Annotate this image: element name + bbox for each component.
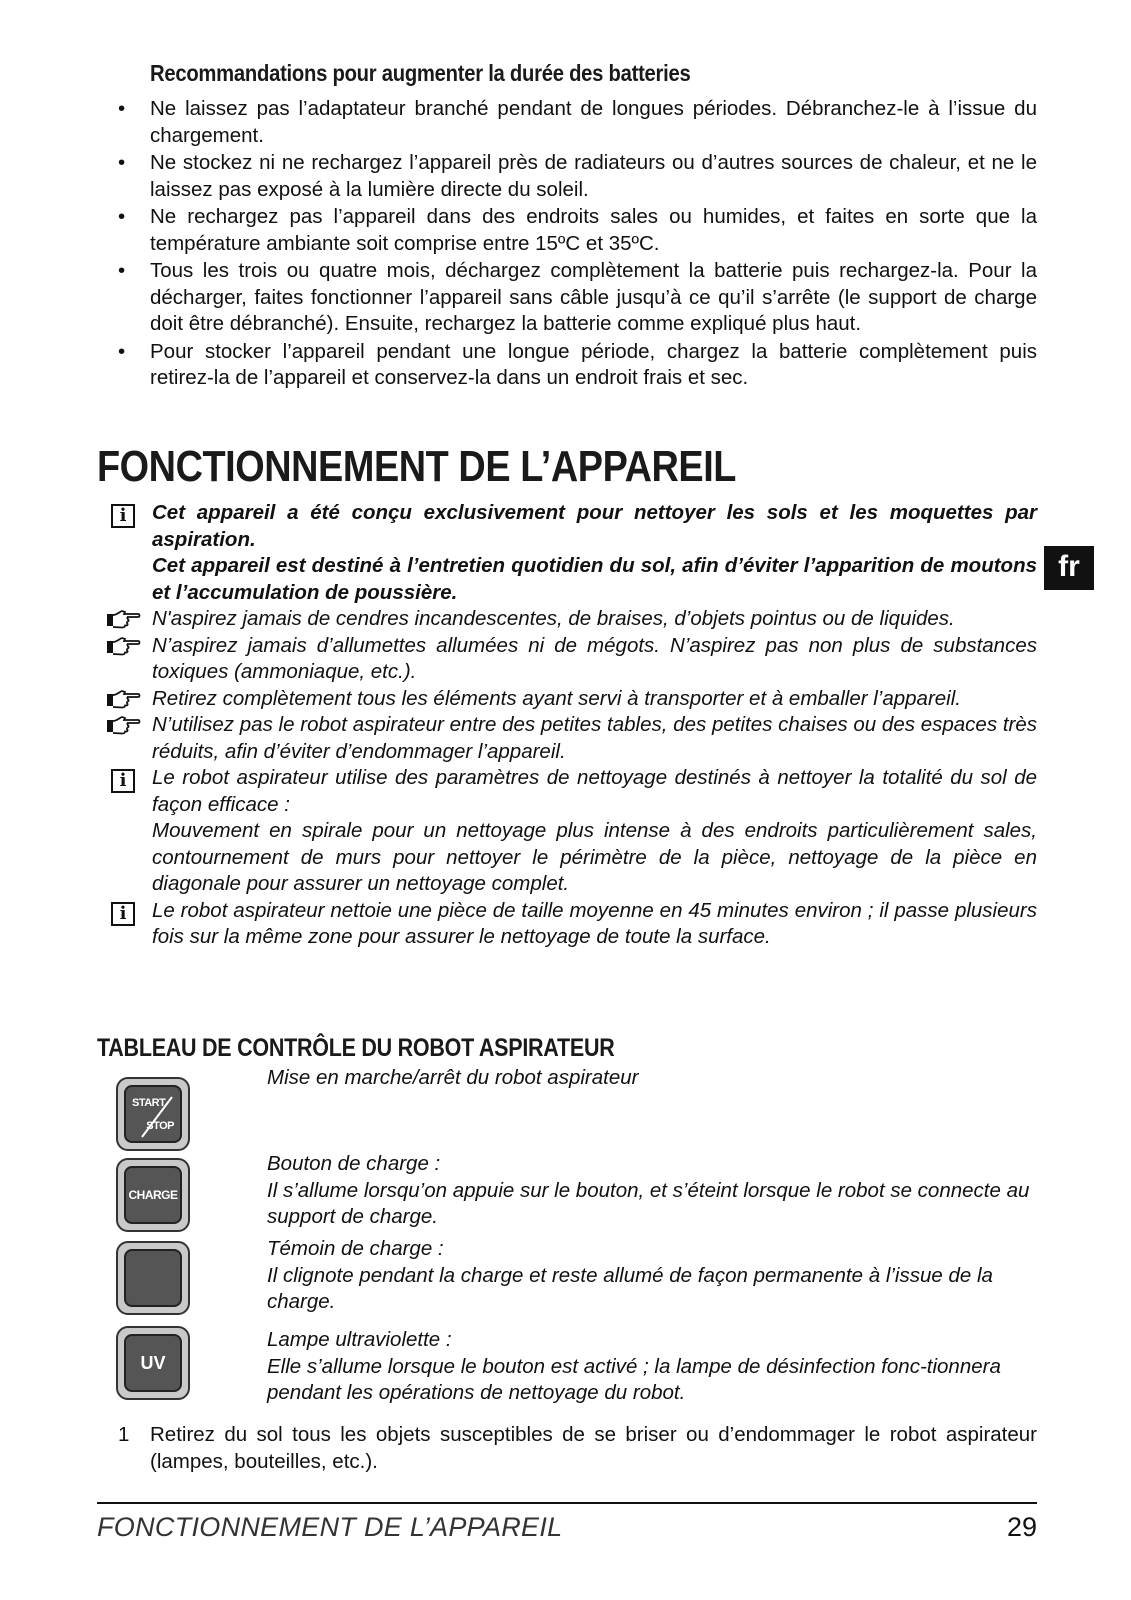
start-stop-divider-icon	[126, 1087, 184, 1145]
footer-title: FONCTIONNEMENT DE L’APPAREIL	[97, 1512, 563, 1542]
bullet-marker: •	[118, 259, 126, 282]
control-panel-heading: TABLEAU DE CONTRÔLE DU ROBOT ASPIRATEUR	[97, 1034, 615, 1062]
page-number: 29	[1006, 1512, 1037, 1542]
bullet-text: Ne rechargez pas l’appareil dans des endroits sales ou humides, et faites en sorte que la température ambiante soit comprise entre 15ºC et 35ºC.	[150, 205, 1037, 255]
operation-notes	[105, 500, 1037, 951]
info-note	[105, 898, 1037, 951]
charge-indicator-description	[267, 1236, 1037, 1316]
info-note	[105, 765, 1037, 898]
footer-divider	[97, 1502, 1037, 1504]
note-text: N'aspirez jamais de cendres incandescentes, de braises, d’objets pointus ou de liquides.	[152, 607, 955, 630]
charge-button-illustration	[116, 1158, 190, 1232]
battery-recommendations-heading: Recommandations pour augmenter la durée des batteries	[150, 60, 691, 86]
note-text: Cet appareil est destiné à l’entretien quotidien du sol, afin d’éviter l’apparition de moutons et l’accumulation de poussière.	[152, 554, 1037, 604]
uv-label: UV	[140, 1352, 166, 1373]
list-item	[112, 1422, 1037, 1475]
charge-button-title: Bouton de charge :	[267, 1152, 441, 1175]
uv-button-illustration	[116, 1326, 190, 1400]
note-text: Retirez complètement tous les éléments ayant servi à transporter et à emballer l’appareil.	[152, 686, 961, 710]
pointing-hand-icon	[105, 608, 141, 630]
info-icon: i	[111, 902, 135, 926]
warning-note	[105, 712, 1037, 765]
note-text: Cet appareil a été conçu exclusivement pour nettoyer les sols et les moquettes par aspiration.	[152, 501, 1037, 551]
list-item	[112, 258, 1037, 338]
note-text: Mouvement en spirale pour un nettoyage plus intense à des endroits particulièrement sales, contournement de murs pour nettoyer le périmètre de la pièce, nettoyage de la pièce en diagonale pour assurer un nettoyage complet.	[152, 819, 1037, 895]
info-icon: i	[111, 769, 135, 793]
note-text: Le robot aspirateur nettoie une pièce de taille moyenne en 45 minutes environ ; il passe plusieurs fois sur la même zone pour assurer le nettoyage de toute la surface.	[152, 898, 1037, 948]
pointing-hand-icon	[105, 688, 141, 710]
start-stop-button-illustration	[116, 1077, 190, 1151]
info-note	[105, 500, 1037, 606]
pointing-hand-icon	[105, 635, 141, 657]
battery-recommendations-list	[112, 96, 1037, 393]
steps-list	[112, 1422, 1037, 1475]
bullet-text: Ne stockez ni ne rechargez l’appareil près de radiateurs ou d’autres sources de chaleur, et ne le laissez pas exposé à la lumière directe du soleil.	[150, 151, 1037, 201]
note-text: Le robot aspirateur utilise des paramètres de nettoyage destinés à nettoyer la totalité du sol de façon efficace :	[152, 766, 1037, 816]
warning-note	[105, 606, 1037, 633]
note-text: N’utilisez pas le robot aspirateur entre des petites tables, des petites chaises ou des espaces très réduits, afin d’éviter d’endommager l’appareil.	[152, 713, 1037, 763]
uv-lamp-text: Elle s’allume lorsque le bouton est activé ; la lampe de désinfection fonc-tionnera pendant les opérations de nettoyage du robot.	[267, 1354, 1001, 1404]
start-stop-description: Mise en marche/arrêt du robot aspirateur	[267, 1066, 639, 1089]
bullet-text: Pour stocker l’appareil pendant une longue période, chargez la batterie complètement puis retirez-la de l’appareil et conservez-la dans un endroit frais et sec.	[150, 339, 1037, 389]
uv-lamp-description	[267, 1327, 1037, 1407]
stop-label: STOP	[146, 1120, 174, 1132]
list-item	[112, 96, 1037, 149]
bullet-marker: •	[118, 339, 126, 363]
info-icon: i	[111, 504, 135, 528]
list-item	[112, 204, 1037, 257]
page-title: FONCTIONNEMENT DE L’APPAREIL	[97, 442, 736, 491]
charge-indicator-title: Témoin de charge :	[267, 1237, 444, 1260]
step-text: Retirez du sol tous les objets susceptibles de se briser ou d’endommager le robot aspirateur (lampes, bouteilles, etc.).	[150, 1423, 1037, 1473]
charge-indicator-illustration	[116, 1241, 190, 1315]
list-item	[112, 150, 1037, 203]
charge-button-description	[267, 1151, 1037, 1231]
step-number: 1	[118, 1423, 130, 1446]
charge-button-text: Il s’allume lorsqu’on appuie sur le bouton, et s’éteint lorsque le robot se connecte au support de charge.	[267, 1178, 1030, 1228]
warning-note	[105, 686, 1037, 713]
charge-indicator-text: Il clignote pendant la charge et reste allumé de façon permanente à l’issue de la charge.	[267, 1263, 993, 1313]
pointing-hand-icon	[105, 714, 141, 736]
uv-lamp-title: Lampe ultraviolette :	[267, 1328, 452, 1351]
list-item	[112, 339, 1037, 392]
bullet-marker: •	[118, 97, 126, 120]
start-label: START	[132, 1097, 166, 1109]
bullet-marker: •	[118, 151, 126, 174]
bullet-marker: •	[118, 205, 126, 228]
warning-note	[105, 633, 1037, 686]
note-text: N’aspirez jamais d’allumettes allumées ni de mégots. N’aspirez pas non plus de substances toxiques (ammoniaque, etc.).	[152, 633, 1037, 683]
bullet-text: Tous les trois ou quatre mois, déchargez complètement la batterie puis rechargez-la. Pour la décharger, faites fonctionner l’appareil sans câble jusqu’à ce qu’il s’arrête (le support de charge doit être débranché). Ensuite, rechargez la batterie comme expliqué plus haut.	[150, 259, 1037, 335]
language-tab: fr	[1044, 546, 1094, 590]
bullet-text: Ne laissez pas l’adaptateur branché pendant de longues périodes. Débranchez-le à l’issue du chargement.	[150, 97, 1037, 147]
charge-label: CHARGE	[128, 1188, 178, 1202]
